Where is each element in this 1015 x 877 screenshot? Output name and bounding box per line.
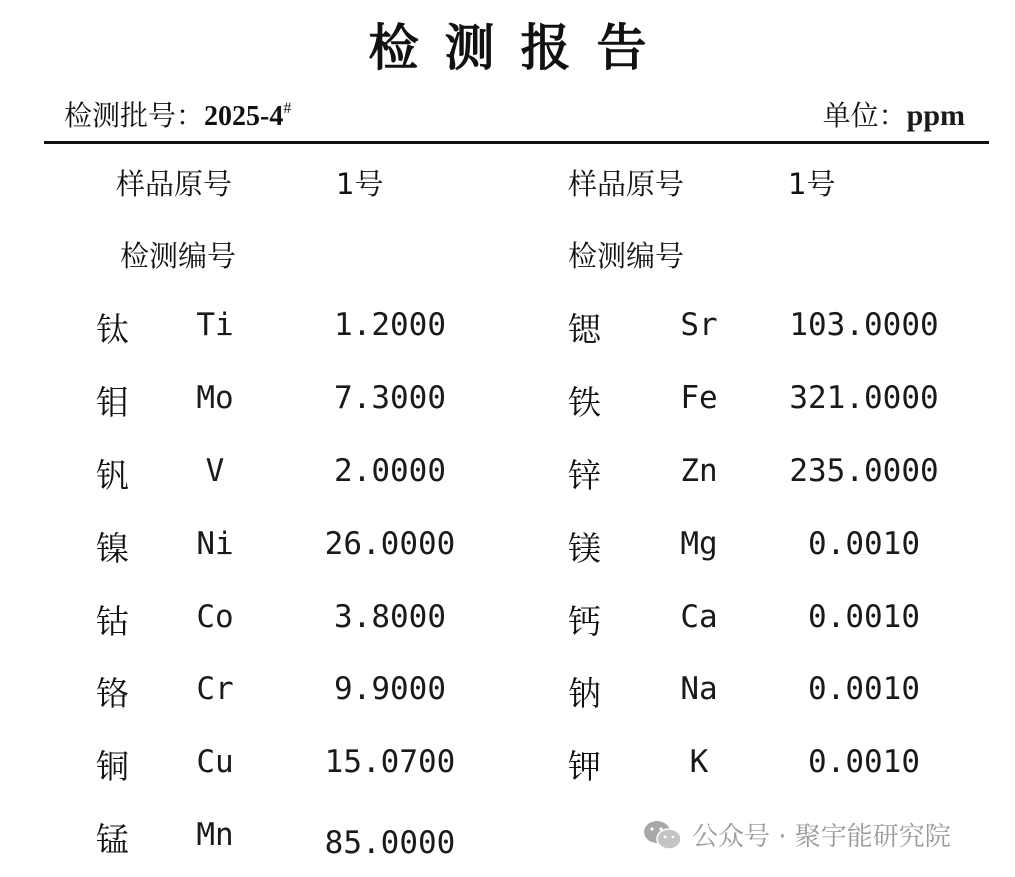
element-symbol: K	[689, 744, 709, 780]
element-name: 钙	[568, 602, 601, 641]
element-name: 钴	[96, 602, 129, 641]
element-name: 镍	[96, 529, 129, 568]
unit-value: ppm	[906, 99, 965, 132]
element-value: 3.8000	[334, 599, 446, 635]
element-value: 1.2000	[334, 307, 446, 343]
element-symbol: Co	[196, 599, 234, 635]
left-sample-value: 1号	[336, 167, 384, 201]
element-value: 0.0010	[808, 526, 920, 562]
element-name: 铜	[96, 747, 129, 786]
element-name: 钠	[568, 674, 601, 713]
element-value: 85.0000	[324, 825, 456, 861]
unit	[823, 94, 965, 134]
batch-value: 2025-4	[204, 101, 284, 132]
element-name: 锶	[568, 310, 601, 349]
element-symbol: Zn	[680, 453, 718, 489]
element-value: 15.0700	[324, 744, 456, 780]
element-name: 钾	[568, 747, 601, 786]
element-name: 铁	[568, 383, 601, 422]
element-name: 铬	[96, 674, 129, 713]
element-symbol: Mg	[680, 526, 718, 562]
right-sample-value: 1号	[788, 167, 836, 201]
element-symbol: Cr	[196, 671, 234, 707]
element-name: 钼	[96, 383, 129, 422]
element-name: 锌	[568, 456, 601, 495]
right-sample-label: 样品原号	[568, 167, 685, 201]
element-value: 235.0000	[789, 453, 939, 489]
element-value: 2.0000	[334, 453, 446, 489]
element-name: 钛	[96, 310, 129, 349]
element-value: 26.0000	[324, 526, 456, 562]
element-symbol: Ni	[196, 526, 234, 562]
element-value: 0.0010	[808, 671, 920, 707]
element-symbol: Mn	[196, 817, 234, 853]
element-name: 镁	[568, 529, 601, 568]
element-value: 7.3000	[334, 380, 446, 416]
element-value: 0.0010	[808, 599, 920, 635]
left-sample-label: 样品原号	[116, 167, 233, 201]
unit-label: 单位：	[822, 99, 907, 132]
watermark-text: 公众号 · 聚宇能研究院	[692, 822, 951, 852]
header-divider	[44, 141, 989, 144]
element-symbol: Cu	[196, 744, 234, 780]
left-test-label: 检测编号	[120, 239, 237, 273]
element-value: 0.0010	[808, 744, 920, 780]
batch-suffix: #	[283, 100, 292, 117]
element-symbol: Sr	[680, 307, 718, 343]
element-symbol: Mo	[196, 380, 234, 416]
element-value: 9.9000	[334, 671, 446, 707]
wechat-icon	[642, 818, 684, 852]
report-title: 检测报告	[368, 18, 673, 77]
element-symbol: V	[205, 453, 225, 489]
batch-label: 检测批号：	[64, 99, 205, 132]
element-symbol: Na	[680, 671, 718, 707]
element-value: 321.0000	[789, 380, 939, 416]
element-value: 103.0000	[789, 307, 939, 343]
element-name: 锰	[96, 820, 129, 859]
element-name: 钒	[96, 456, 129, 495]
element-symbol: Fe	[680, 380, 718, 416]
right-test-label: 检测编号	[568, 239, 685, 273]
element-symbol: Ti	[196, 307, 234, 343]
element-symbol: Ca	[680, 599, 718, 635]
batch-number	[64, 94, 291, 134]
